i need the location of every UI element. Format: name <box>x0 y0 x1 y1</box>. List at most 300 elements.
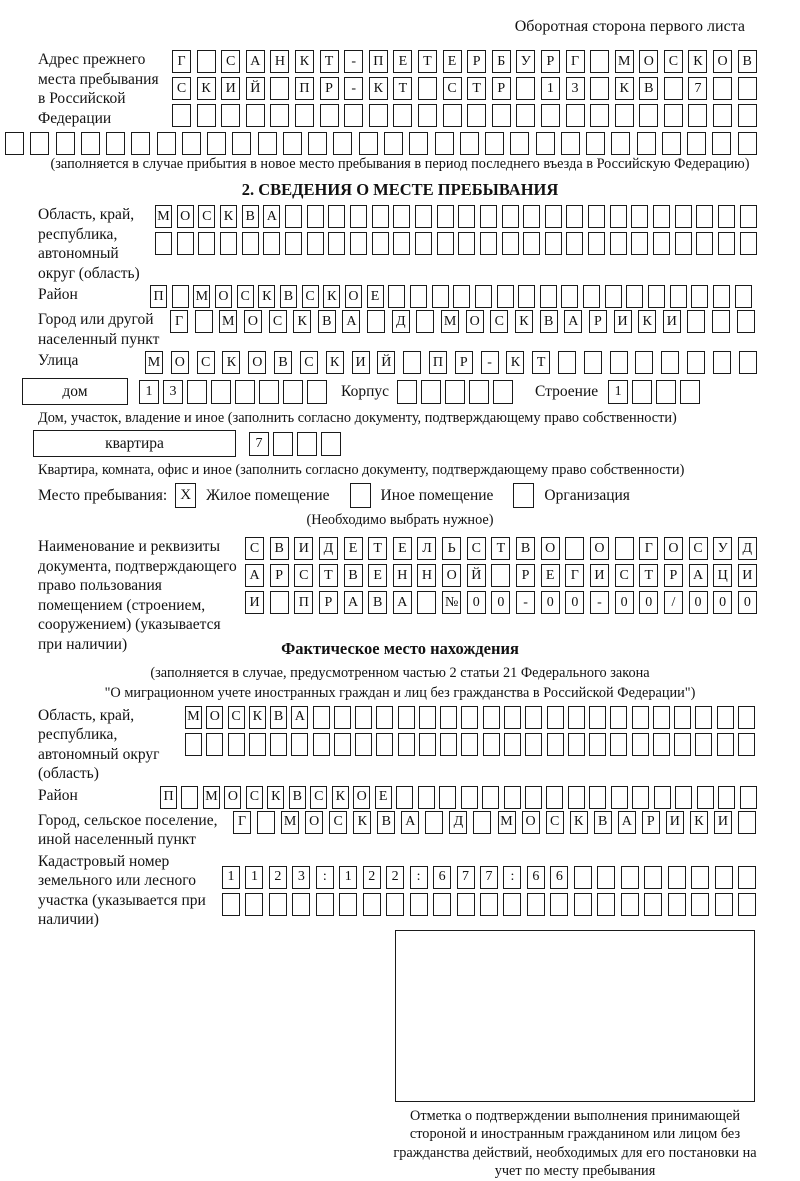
char-cell[interactable] <box>320 104 339 127</box>
char-cell[interactable] <box>480 232 497 255</box>
char-cell[interactable]: Т <box>639 564 658 587</box>
char-cell[interactable]: Р <box>516 564 535 587</box>
char-cell[interactable] <box>713 104 732 127</box>
char-cell[interactable] <box>516 104 535 127</box>
char-cell[interactable]: Г <box>170 310 188 333</box>
char-cell[interactable]: Е <box>367 285 384 308</box>
char-cell[interactable]: Л <box>417 537 436 560</box>
char-cell[interactable] <box>527 893 545 916</box>
char-cell[interactable]: С <box>221 50 240 73</box>
char-cell[interactable]: С <box>197 351 215 374</box>
char-cell[interactable]: К <box>326 351 344 374</box>
char-cell[interactable] <box>350 232 367 255</box>
char-cell[interactable]: 2 <box>363 866 381 889</box>
char-cell[interactable] <box>81 132 100 155</box>
char-cell[interactable]: В <box>639 77 658 100</box>
char-cell[interactable] <box>568 733 585 756</box>
char-cell[interactable]: Г <box>566 50 585 73</box>
char-cell[interactable]: К <box>506 351 524 374</box>
char-cell[interactable] <box>355 733 372 756</box>
char-cell[interactable] <box>740 786 757 809</box>
char-cell[interactable]: В <box>289 786 306 809</box>
char-cell[interactable] <box>713 77 732 100</box>
char-cell[interactable]: С <box>467 537 486 560</box>
char-cell[interactable] <box>409 132 428 155</box>
char-cell[interactable]: С <box>546 811 564 834</box>
char-cell[interactable] <box>440 706 457 729</box>
char-cell[interactable]: С <box>490 310 508 333</box>
char-cell[interactable] <box>415 205 432 228</box>
char-cell[interactable] <box>480 205 497 228</box>
char-cell[interactable] <box>292 893 310 916</box>
char-cell[interactable] <box>738 866 756 889</box>
char-cell[interactable] <box>376 706 393 729</box>
char-cell[interactable]: К <box>353 811 371 834</box>
char-cell[interactable] <box>644 893 662 916</box>
char-cell[interactable]: К <box>369 77 388 100</box>
char-cell[interactable] <box>525 786 542 809</box>
char-cell[interactable]: Д <box>738 537 757 560</box>
char-cell[interactable]: 0 <box>565 591 584 614</box>
char-cell[interactable] <box>333 132 352 155</box>
char-cell[interactable]: Е <box>368 564 387 587</box>
char-cell[interactable]: - <box>344 50 363 73</box>
char-cell[interactable] <box>715 866 733 889</box>
char-cell[interactable]: О <box>215 285 232 308</box>
char-cell[interactable] <box>653 205 670 228</box>
char-cell[interactable]: К <box>293 310 311 333</box>
char-cell[interactable]: С <box>664 50 683 73</box>
char-cell[interactable] <box>503 893 521 916</box>
char-cell[interactable]: Д <box>449 811 467 834</box>
char-cell[interactable] <box>285 232 302 255</box>
char-cell[interactable]: Й <box>467 564 486 587</box>
char-cell[interactable]: 0 <box>491 591 510 614</box>
char-cell[interactable] <box>418 786 435 809</box>
char-cell[interactable]: С <box>310 786 327 809</box>
char-cell[interactable]: Е <box>344 537 363 560</box>
char-cell[interactable]: С <box>294 564 313 587</box>
char-cell[interactable] <box>547 733 564 756</box>
char-cell[interactable]: 3 <box>566 77 585 100</box>
char-cell[interactable] <box>653 706 670 729</box>
char-cell[interactable]: И <box>221 77 240 100</box>
char-cell[interactable] <box>668 893 686 916</box>
char-cell[interactable]: М <box>145 351 163 374</box>
char-cell[interactable]: М <box>219 310 237 333</box>
char-cell[interactable] <box>207 132 226 155</box>
char-cell[interactable]: К <box>295 50 314 73</box>
char-cell[interactable] <box>417 591 436 614</box>
char-cell[interactable] <box>386 893 404 916</box>
char-cell[interactable]: И <box>245 591 264 614</box>
char-cell[interactable]: С <box>237 285 254 308</box>
char-cell[interactable] <box>610 706 627 729</box>
char-cell[interactable] <box>410 893 428 916</box>
char-cell[interactable]: В <box>738 50 757 73</box>
char-cell[interactable]: О <box>713 50 732 73</box>
char-cell[interactable]: Г <box>565 564 584 587</box>
char-cell[interactable] <box>372 232 389 255</box>
char-cell[interactable] <box>388 285 405 308</box>
char-cell[interactable] <box>558 351 576 374</box>
char-cell[interactable] <box>691 285 708 308</box>
char-cell[interactable]: П <box>429 351 447 374</box>
char-cell[interactable]: В <box>368 591 387 614</box>
char-cell[interactable] <box>206 733 223 756</box>
char-cell[interactable] <box>664 104 683 127</box>
char-cell[interactable]: Г <box>639 537 658 560</box>
char-cell[interactable] <box>291 733 308 756</box>
char-cell[interactable]: 0 <box>689 591 708 614</box>
char-cell[interactable] <box>396 786 413 809</box>
char-cell[interactable]: 7 <box>249 432 269 456</box>
char-cell[interactable] <box>717 733 734 756</box>
char-cell[interactable]: И <box>352 351 370 374</box>
char-cell[interactable]: А <box>618 811 636 834</box>
char-cell[interactable] <box>5 132 24 155</box>
char-cell[interactable]: А <box>401 811 419 834</box>
char-cell[interactable]: Р <box>319 591 338 614</box>
char-cell[interactable] <box>712 310 730 333</box>
char-cell[interactable]: О <box>248 351 266 374</box>
char-cell[interactable]: С <box>172 77 191 100</box>
char-cell[interactable]: Е <box>393 537 412 560</box>
char-cell[interactable] <box>475 285 492 308</box>
char-cell[interactable] <box>516 77 535 100</box>
char-cell[interactable]: К <box>570 811 588 834</box>
char-cell[interactable] <box>525 706 542 729</box>
char-cell[interactable] <box>662 132 681 155</box>
char-cell[interactable] <box>172 104 191 127</box>
char-cell[interactable] <box>523 232 540 255</box>
char-cell[interactable] <box>257 811 275 834</box>
char-cell[interactable] <box>611 132 630 155</box>
char-cell[interactable] <box>523 205 540 228</box>
char-cell[interactable] <box>363 893 381 916</box>
char-cell[interactable] <box>458 232 475 255</box>
char-cell[interactable]: В <box>242 205 259 228</box>
char-cell[interactable]: 0 <box>467 591 486 614</box>
char-cell[interactable] <box>328 205 345 228</box>
char-cell[interactable] <box>668 866 686 889</box>
char-cell[interactable]: 1 <box>339 866 357 889</box>
char-cell[interactable] <box>715 893 733 916</box>
char-cell[interactable]: Д <box>392 310 410 333</box>
char-cell[interactable] <box>285 205 302 228</box>
char-cell[interactable]: 2 <box>269 866 287 889</box>
char-cell[interactable] <box>696 205 713 228</box>
char-cell[interactable] <box>687 351 705 374</box>
char-cell[interactable] <box>590 50 609 73</box>
char-cell[interactable] <box>235 380 255 404</box>
char-cell[interactable] <box>568 786 585 809</box>
char-cell[interactable]: Т <box>319 564 338 587</box>
char-cell[interactable] <box>661 351 679 374</box>
char-cell[interactable] <box>615 537 634 560</box>
char-cell[interactable] <box>675 205 692 228</box>
char-cell[interactable] <box>185 733 202 756</box>
char-cell[interactable] <box>717 706 734 729</box>
char-cell[interactable] <box>631 232 648 255</box>
char-cell[interactable] <box>675 786 692 809</box>
char-cell[interactable]: К <box>690 811 708 834</box>
char-cell[interactable] <box>639 104 658 127</box>
char-cell[interactable] <box>588 205 605 228</box>
char-cell[interactable]: О <box>345 285 362 308</box>
char-cell[interactable]: А <box>342 310 360 333</box>
char-cell[interactable] <box>418 104 437 127</box>
char-cell[interactable] <box>259 380 279 404</box>
char-cell[interactable]: М <box>281 811 299 834</box>
char-cell[interactable]: О <box>466 310 484 333</box>
char-cell[interactable]: С <box>198 205 215 228</box>
char-cell[interactable] <box>697 786 714 809</box>
char-cell[interactable] <box>419 733 436 756</box>
char-cell[interactable]: П <box>369 50 388 73</box>
char-cell[interactable]: О <box>224 786 241 809</box>
char-cell[interactable]: 6 <box>550 866 568 889</box>
char-cell[interactable] <box>656 380 676 404</box>
char-cell[interactable]: Н <box>270 50 289 73</box>
char-cell[interactable] <box>718 786 735 809</box>
char-cell[interactable]: - <box>481 351 499 374</box>
char-cell[interactable] <box>403 351 421 374</box>
char-cell[interactable]: О <box>171 351 189 374</box>
char-cell[interactable] <box>561 132 580 155</box>
char-cell[interactable] <box>735 285 752 308</box>
char-cell[interactable] <box>249 733 266 756</box>
char-cell[interactable] <box>546 786 563 809</box>
char-cell[interactable]: Т <box>393 77 412 100</box>
char-cell[interactable]: - <box>344 77 363 100</box>
char-cell[interactable]: К <box>220 205 237 228</box>
char-cell[interactable] <box>313 733 330 756</box>
char-cell[interactable]: С <box>245 537 264 560</box>
char-cell[interactable]: Т <box>418 50 437 73</box>
char-cell[interactable]: : <box>316 866 334 889</box>
char-cell[interactable]: Е <box>541 564 560 587</box>
char-cell[interactable] <box>695 733 712 756</box>
char-cell[interactable]: У <box>516 50 535 73</box>
char-cell[interactable] <box>419 706 436 729</box>
char-cell[interactable]: О <box>541 537 560 560</box>
char-cell[interactable] <box>483 733 500 756</box>
char-cell[interactable] <box>435 132 454 155</box>
char-cell[interactable] <box>631 205 648 228</box>
char-cell[interactable]: 0 <box>615 591 634 614</box>
char-cell[interactable] <box>740 232 757 255</box>
char-cell[interactable] <box>308 132 327 155</box>
char-cell[interactable]: Р <box>320 77 339 100</box>
char-cell[interactable] <box>695 706 712 729</box>
char-cell[interactable] <box>586 132 605 155</box>
char-cell[interactable] <box>172 285 189 308</box>
char-cell[interactable] <box>632 706 649 729</box>
char-cell[interactable] <box>574 893 592 916</box>
char-cell[interactable]: 7 <box>457 866 475 889</box>
char-cell[interactable]: В <box>516 537 535 560</box>
char-cell[interactable]: О <box>244 310 262 333</box>
char-cell[interactable] <box>439 786 456 809</box>
char-cell[interactable]: : <box>410 866 428 889</box>
char-cell[interactable] <box>460 132 479 155</box>
char-cell[interactable] <box>344 104 363 127</box>
char-cell[interactable] <box>421 380 441 404</box>
char-cell[interactable] <box>713 285 730 308</box>
char-cell[interactable]: Н <box>393 564 412 587</box>
char-cell[interactable]: А <box>689 564 708 587</box>
char-cell[interactable]: М <box>498 811 516 834</box>
char-cell[interactable] <box>605 285 622 308</box>
char-cell[interactable] <box>502 205 519 228</box>
char-cell[interactable] <box>482 786 499 809</box>
char-cell[interactable] <box>157 132 176 155</box>
char-cell[interactable] <box>653 733 670 756</box>
char-cell[interactable] <box>504 786 521 809</box>
char-cell[interactable] <box>589 733 606 756</box>
char-cell[interactable]: А <box>564 310 582 333</box>
char-cell[interactable] <box>480 893 498 916</box>
char-cell[interactable] <box>461 786 478 809</box>
char-cell[interactable]: К <box>515 310 533 333</box>
char-cell[interactable] <box>473 811 491 834</box>
char-cell[interactable]: К <box>258 285 275 308</box>
char-cell[interactable]: Р <box>467 50 486 73</box>
char-cell[interactable] <box>712 132 731 155</box>
char-cell[interactable] <box>737 310 755 333</box>
char-cell[interactable]: К <box>267 786 284 809</box>
char-cell[interactable] <box>56 132 75 155</box>
char-cell[interactable] <box>621 893 639 916</box>
char-cell[interactable] <box>536 132 555 155</box>
char-cell[interactable] <box>566 104 585 127</box>
char-cell[interactable]: В <box>318 310 336 333</box>
char-cell[interactable] <box>589 706 606 729</box>
checkbox-organization[interactable] <box>513 483 534 508</box>
char-cell[interactable]: Р <box>455 351 473 374</box>
char-cell[interactable]: 7 <box>688 77 707 100</box>
char-cell[interactable] <box>688 104 707 127</box>
char-cell[interactable]: О <box>206 706 223 729</box>
char-cell[interactable]: Ь <box>442 537 461 560</box>
char-cell[interactable]: М <box>441 310 459 333</box>
char-cell[interactable] <box>283 380 303 404</box>
char-cell[interactable] <box>393 205 410 228</box>
char-cell[interactable] <box>545 232 562 255</box>
char-cell[interactable] <box>316 893 334 916</box>
char-cell[interactable]: 1 <box>245 866 263 889</box>
char-cell[interactable]: М <box>185 706 202 729</box>
char-cell[interactable] <box>545 205 562 228</box>
char-cell[interactable] <box>644 866 662 889</box>
char-cell[interactable] <box>334 706 351 729</box>
char-cell[interactable]: 1 <box>608 380 628 404</box>
char-cell[interactable] <box>398 733 415 756</box>
char-cell[interactable] <box>339 893 357 916</box>
char-cell[interactable] <box>568 706 585 729</box>
char-cell[interactable]: Г <box>172 50 191 73</box>
char-cell[interactable] <box>182 132 201 155</box>
char-cell[interactable] <box>458 205 475 228</box>
char-cell[interactable]: К <box>638 310 656 333</box>
char-cell[interactable]: С <box>246 786 263 809</box>
char-cell[interactable] <box>437 205 454 228</box>
char-cell[interactable] <box>680 380 700 404</box>
char-cell[interactable] <box>350 205 367 228</box>
char-cell[interactable] <box>483 706 500 729</box>
char-cell[interactable] <box>197 50 216 73</box>
char-cell[interactable]: Т <box>320 50 339 73</box>
char-cell[interactable]: 0 <box>738 591 757 614</box>
char-cell[interactable] <box>425 811 443 834</box>
char-cell[interactable] <box>670 285 687 308</box>
char-cell[interactable] <box>469 380 489 404</box>
char-cell[interactable]: Р <box>270 564 289 587</box>
char-cell[interactable] <box>410 285 427 308</box>
char-cell[interactable] <box>228 733 245 756</box>
char-cell[interactable] <box>738 77 757 100</box>
char-cell[interactable] <box>307 232 324 255</box>
char-cell[interactable] <box>485 132 504 155</box>
char-cell[interactable] <box>270 733 287 756</box>
char-cell[interactable] <box>295 104 314 127</box>
char-cell[interactable] <box>492 104 511 127</box>
char-cell[interactable]: Р <box>589 310 607 333</box>
char-cell[interactable] <box>632 733 649 756</box>
char-cell[interactable] <box>590 77 609 100</box>
char-cell[interactable] <box>611 786 628 809</box>
char-cell[interactable]: К <box>332 786 349 809</box>
char-cell[interactable] <box>443 104 462 127</box>
char-cell[interactable] <box>584 351 602 374</box>
char-cell[interactable]: О <box>305 811 323 834</box>
char-cell[interactable] <box>738 104 757 127</box>
char-cell[interactable] <box>155 232 172 255</box>
char-cell[interactable]: И <box>590 564 609 587</box>
char-cell[interactable]: О <box>522 811 540 834</box>
char-cell[interactable] <box>493 380 513 404</box>
char-cell[interactable] <box>273 432 293 456</box>
char-cell[interactable] <box>177 232 194 255</box>
char-cell[interactable]: И <box>294 537 313 560</box>
char-cell[interactable] <box>246 104 265 127</box>
char-cell[interactable] <box>313 706 330 729</box>
char-cell[interactable] <box>328 232 345 255</box>
char-cell[interactable]: Р <box>541 50 560 73</box>
char-cell[interactable] <box>440 733 457 756</box>
char-cell[interactable] <box>307 205 324 228</box>
char-cell[interactable]: А <box>344 591 363 614</box>
char-cell[interactable]: Е <box>375 786 392 809</box>
char-cell[interactable] <box>270 104 289 127</box>
char-cell[interactable] <box>653 232 670 255</box>
char-cell[interactable] <box>263 232 280 255</box>
char-cell[interactable]: А <box>246 50 265 73</box>
char-cell[interactable]: П <box>150 285 167 308</box>
char-cell[interactable] <box>497 285 514 308</box>
char-cell[interactable]: Т <box>532 351 550 374</box>
char-cell[interactable] <box>30 132 49 155</box>
char-cell[interactable] <box>718 205 735 228</box>
char-cell[interactable] <box>610 205 627 228</box>
char-cell[interactable]: Т <box>368 537 387 560</box>
char-cell[interactable]: К <box>615 77 634 100</box>
char-cell[interactable]: К <box>197 77 216 100</box>
char-cell[interactable] <box>566 205 583 228</box>
char-cell[interactable]: В <box>270 706 287 729</box>
char-cell[interactable]: Е <box>443 50 462 73</box>
